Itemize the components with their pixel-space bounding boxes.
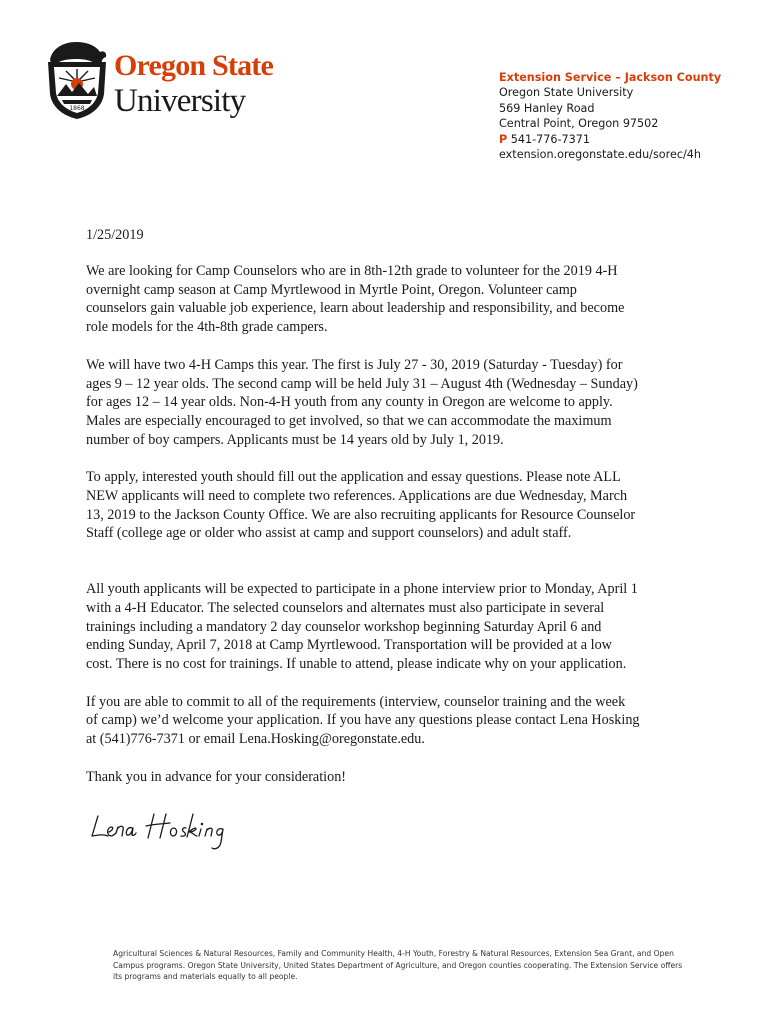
body-line: All youth applicants will be expected to participate in a phone interview prior to Monday, April 1 — [86, 581, 638, 598]
body-line: for ages 12 – 14 year olds. Non-4-H youth from any county in Oregon are welcome to apply. — [86, 394, 613, 411]
body-line: number of boy campers. Applicants must be 14 years old by July 1, 2019. — [86, 431, 504, 448]
osu-beaver-shield-icon — [44, 38, 110, 120]
letter-date: 1/25/2019 — [86, 227, 144, 243]
body-line: with a 4-H Educator. The selected counselors and alternates must also participate in several — [86, 599, 605, 616]
address-line: 569 Hanley Road — [499, 101, 595, 115]
body-line: If you are able to commit to all of the requirements (interview, counselor training and the week — [86, 693, 626, 710]
address-line: Oregon State University — [499, 86, 634, 100]
body-line: NEW applicants will need to complete two references. Applications are due Wednesday, March — [86, 488, 628, 505]
phone-number[interactable]: 541-776-7371 — [510, 132, 591, 146]
body-line: role models for the 4th-8th grade campers. — [86, 319, 328, 336]
body-line: To apply, interested youth should fill out the application and essay questions. Please note ALL — [86, 469, 621, 486]
body-line: at (541)776-7371 or email Lena.Hosking@oregonstate.edu. — [86, 731, 425, 748]
body-line: Males are especially encouraged to get involved, so that we can accommodate the maximum — [86, 412, 612, 429]
footer-line: Agricultural Sciences & Natural Resources, Family and Community Health, 4-H Youth, Forestry & Natural Resources, Extension Sea Grant, and Open — [113, 949, 674, 958]
body-line: trainings including a mandatory 2 day counselor workshop beginning Saturday April 6 and — [86, 618, 602, 635]
body-line: of camp) we’d welcome your application. If you have any questions please contact Lena Hosking — [86, 712, 640, 729]
body-line: cost. There is no cost for trainings. If unable to attend, please indicate why on your application. — [86, 655, 627, 672]
body-line: counselors gain valuable job experience, learn about leadership and responsibility, and become — [86, 300, 625, 317]
handwritten-signature-icon — [88, 808, 248, 854]
phone-line — [499, 132, 749, 147]
address-line: Central Point, Oregon 97502 — [499, 117, 659, 131]
body-line: We will have two 4-H Camps this year. The first is July 27 - 30, 2019 (Saturday - Tuesday) for — [86, 356, 623, 373]
osu-logo[interactable] — [44, 38, 309, 128]
footer — [113, 948, 683, 983]
body-line: Staff (college age or older who assist at camp and support counselors) and adult staff. — [86, 525, 572, 542]
logo-wordmark-line2: University — [114, 83, 246, 119]
footer-line: Campus programs. Oregon State University, United States Department of Agriculture, and Oregon counties cooperating. The Extension Service offers — [113, 960, 683, 970]
body-line: overnight camp season at Camp Myrtlewood in Myrtle Point, Oregon. Volunteer camp — [86, 281, 577, 298]
body-line: ages 9 – 12 year olds. The second camp will be held July 31 – August 4th (Wednesday – Sunday) — [86, 375, 638, 392]
closing-line: Thank you in advance for your consideration! — [86, 768, 347, 785]
logo-wordmark-line1: Oregon State — [114, 49, 273, 82]
address-block — [499, 70, 749, 162]
seal-year: 1868 — [69, 105, 85, 112]
body-line: 13, 2019 to the Jackson County Office. We are also recruiting applicants for Resource Counselor — [86, 506, 636, 523]
signature — [88, 808, 248, 854]
footer-line: its programs and materials equally to all people. — [113, 972, 298, 982]
phone-label: P — [499, 132, 508, 146]
letter-body — [86, 262, 686, 786]
website-link[interactable]: extension.oregonstate.edu/sorec/4h — [499, 148, 701, 162]
body-line: We are looking for Camp Counselors who are in 8th-12th grade to volunteer for the 2019 4-H — [86, 263, 618, 279]
body-line: ending Sunday, April 7, 2018 at Camp Myrtlewood. Transportation will be provided at a low — [86, 637, 612, 654]
office-name: Extension Service – Jackson County — [499, 71, 722, 84]
